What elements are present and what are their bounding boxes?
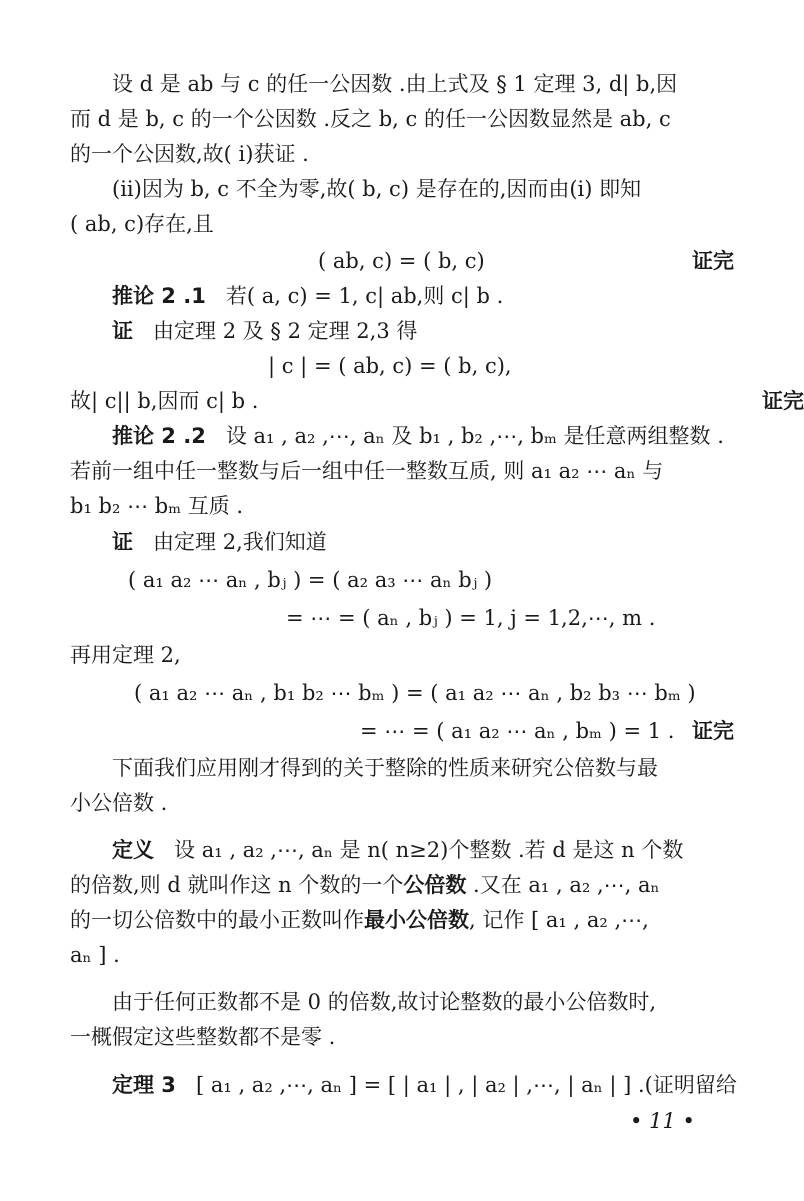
equation: ( ab, c) = ( b, c) (318, 249, 485, 273)
text-line: 再用定理 2, (70, 643, 181, 667)
text-line: 的一个公因数,故( i)获证 . (70, 142, 309, 166)
equation: = ⋯ = ( a₁ a₂ ⋯ aₙ , bₘ ) = 1 . (360, 719, 675, 743)
text-line: 小公倍数 . (70, 791, 168, 815)
text-line: ( ab, c)存在,且 (70, 212, 214, 236)
text-line (0, 383, 804, 419)
proof-label: 证 (112, 530, 133, 554)
corollary-label: 推论 2 .1 (112, 284, 206, 308)
definition-label: 定义 (112, 838, 154, 862)
text-line: 设 d 是 ab 与 c 的任一公因数 .由上式及 § 1 定理 3, d| b,因 (112, 72, 678, 96)
corollary-text: 设 a₁ , a₂ ,⋯, aₙ 及 b₁ , b₂ ,⋯, bₘ 是任意两组整数 . (225, 424, 724, 448)
definition-text: 设 a₁ , a₂ ,⋯, aₙ 是 n( n≥2)个整数 .若 d 是这 n 个数 (174, 838, 684, 862)
page-number: • 11 • (630, 1109, 695, 1133)
corollary-2-2 (0, 418, 804, 454)
text: , 记作 [ a₁ , a₂ ,⋯, (469, 908, 649, 932)
corollary-label: 推论 2 .2 (112, 424, 206, 448)
text-line: 由于任何正数都不是 0 的倍数,故讨论整数的最小公倍数时, (112, 990, 657, 1014)
text-line: (ii)因为 b, c 不全为零,故( b, c) 是存在的,因而由(i) 即知 (112, 177, 642, 201)
equation: | c | = ( ab, c) = ( b, c), (268, 354, 512, 378)
text-line (0, 867, 804, 903)
qed-mark: 证完 (692, 719, 734, 743)
theorem-text: [ a₁ , a₂ ,⋯, aₙ ] = [ | a₁ | , | a₂ | ,⋯, | aₙ | ] .(证明留给 (195, 1073, 737, 1097)
proof-text: 由定理 2,我们知道 (153, 530, 327, 554)
text-line: aₙ ] . (70, 943, 120, 967)
text: 的一切公倍数中的最小正数叫作 (70, 908, 364, 932)
qed-mark: 证完 (692, 249, 734, 273)
text: 的倍数,则 d 就叫作这 n 个数的一个 (70, 873, 404, 897)
text-line: 一概假定这些整数都不是零 . (70, 1025, 336, 1049)
qed-mark: 证完 (762, 389, 804, 413)
corollary-text: 若( a, c) = 1, c| ab,则 c| b . (225, 284, 504, 308)
equation: ( a₁ a₂ ⋯ aₙ , b₁ b₂ ⋯ bₘ ) = ( a₁ a₂ ⋯ aₙ , b₂ b₃ ⋯ bₘ ) (134, 681, 696, 705)
text-line: 下面我们应用刚才得到的关于整除的性质来研究公倍数与最 (112, 756, 658, 780)
corollary-2-1 (0, 278, 804, 314)
text: .又在 a₁ , a₂ ,⋯, aₙ (466, 873, 660, 897)
proof-line (0, 313, 804, 349)
text: 故| c|| b,因而 c| b . (70, 389, 259, 413)
theorem-3 (0, 1067, 804, 1103)
equation: ( a₁ a₂ ⋯ aₙ , bⱼ ) = ( a₂ a₃ ⋯ aₙ bⱼ ) (128, 568, 493, 592)
proof-label: 证 (112, 319, 133, 343)
text-line (0, 902, 804, 938)
text-line: 而 d 是 b, c 的一个公因数 .反之 b, c 的任一公因数显然是 ab, c (70, 107, 671, 131)
equation: = ⋯ = ( aₙ , bⱼ ) = 1, j = 1,2,⋯, m . (286, 606, 656, 630)
text-line: b₁ b₂ ⋯ bₘ 互质 . (70, 494, 244, 518)
term-common-multiple: 公倍数 (403, 873, 467, 897)
text-line: 若前一组中任一整数与后一组中任一整数互质, 则 a₁ a₂ ⋯ aₙ 与 (70, 459, 664, 483)
theorem-label: 定理 3 (112, 1073, 176, 1097)
definition-line (0, 832, 804, 868)
proof-text: 由定理 2 及 § 2 定理 2,3 得 (153, 319, 418, 343)
term-lcm: 最小公倍数 (364, 908, 469, 932)
proof-line (0, 524, 804, 560)
